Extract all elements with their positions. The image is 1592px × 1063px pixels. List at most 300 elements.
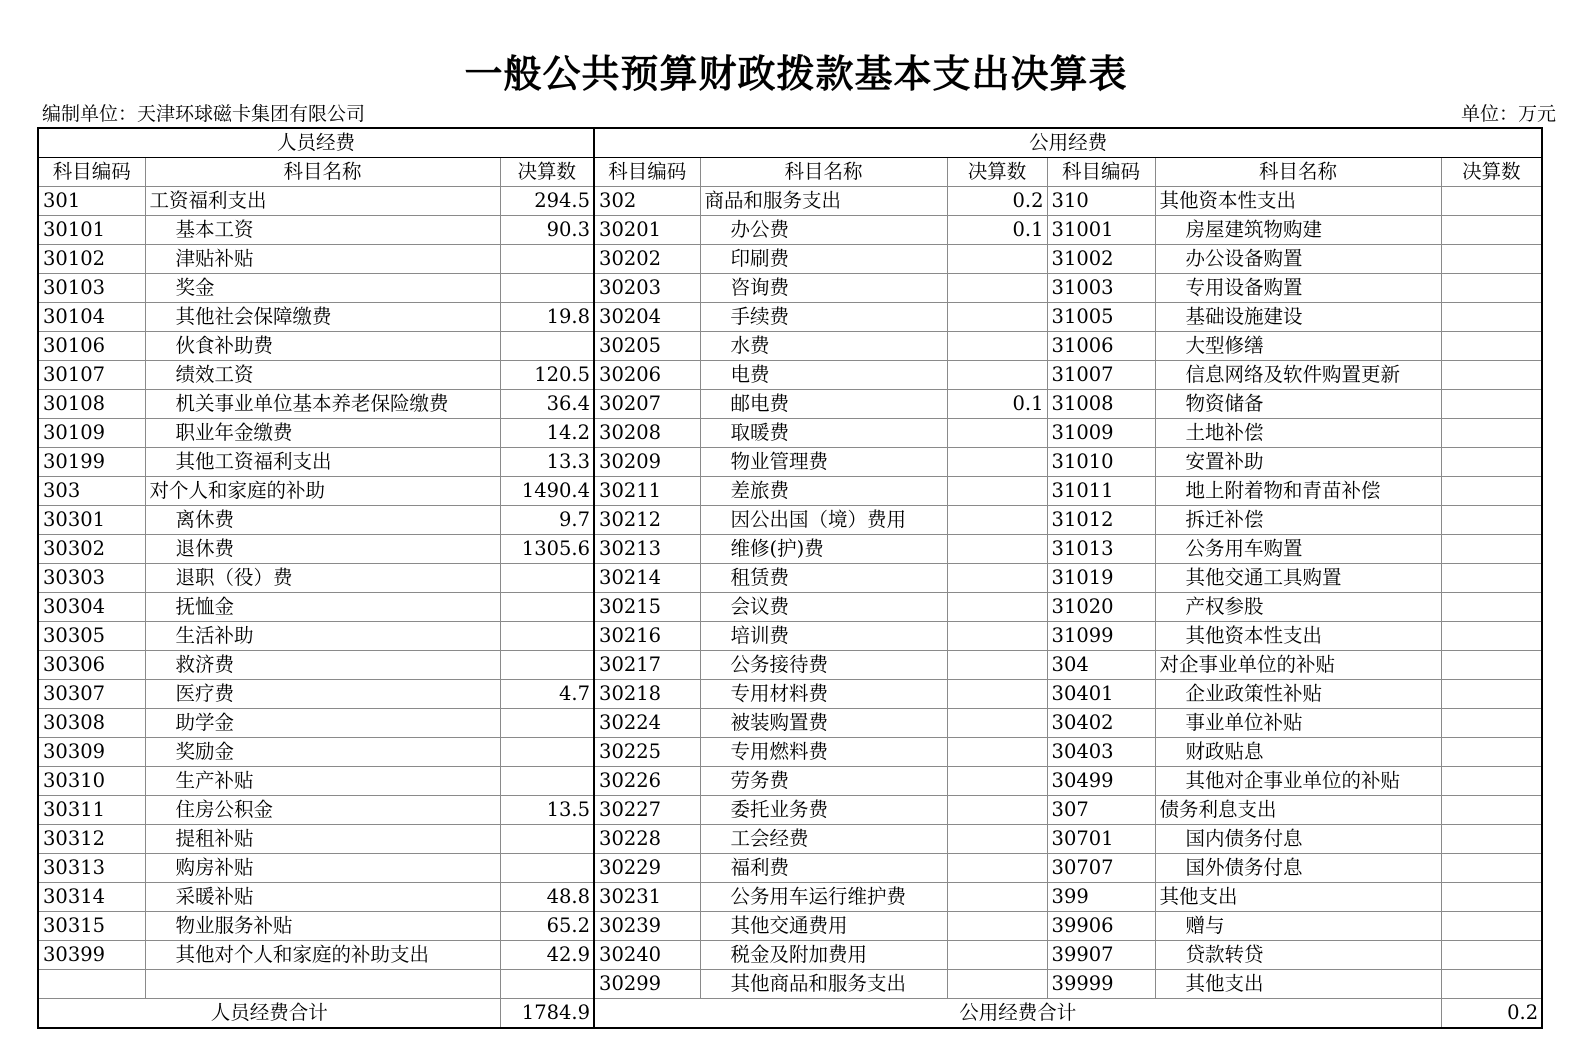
public-b-code-cell: 31019 xyxy=(1047,564,1155,593)
personnel-total-label: 人员经费合计 xyxy=(38,999,500,1029)
public-a-code-cell: 30212 xyxy=(594,506,700,535)
personnel-amount-cell: 14.2 xyxy=(500,419,594,448)
header-code: 科目编码 xyxy=(594,158,700,187)
public-b-code-cell: 31013 xyxy=(1047,535,1155,564)
public-a-amount-cell xyxy=(947,825,1047,854)
personnel-name-cell: 生活补助 xyxy=(145,622,500,651)
public-b-name-cell: 其他对企事业单位的补贴 xyxy=(1155,767,1441,796)
public-a-amount-cell xyxy=(947,245,1047,274)
personnel-code-cell: 30310 xyxy=(38,767,145,796)
public-b-amount-cell xyxy=(1441,970,1542,999)
public-b-amount-cell xyxy=(1441,941,1542,970)
public-b-name-cell: 产权参股 xyxy=(1155,593,1441,622)
public-b-code-cell: 310 xyxy=(1047,187,1155,216)
public-a-amount-cell xyxy=(947,361,1047,390)
public-b-name-cell: 其他交通工具购置 xyxy=(1155,564,1441,593)
personnel-code-cell: 30306 xyxy=(38,651,145,680)
public-b-amount-cell xyxy=(1441,448,1542,477)
public-a-name-cell: 维修(护)费 xyxy=(700,535,947,564)
personnel-name-cell: 对个人和家庭的补助 xyxy=(145,477,500,506)
personnel-name-cell: 提租补贴 xyxy=(145,825,500,854)
public-a-name-cell: 邮电费 xyxy=(700,390,947,419)
public-a-amount-cell xyxy=(947,622,1047,651)
personnel-code-cell: 30313 xyxy=(38,854,145,883)
public-a-amount-cell: 0.2 xyxy=(947,187,1047,216)
public-a-amount-cell xyxy=(947,709,1047,738)
public-b-code-cell: 39999 xyxy=(1047,970,1155,999)
public-a-code-cell: 30215 xyxy=(594,593,700,622)
header-name: 科目名称 xyxy=(700,158,947,187)
table-row xyxy=(38,448,1542,477)
personnel-name-cell: 抚恤金 xyxy=(145,593,500,622)
personnel-code-cell: 30314 xyxy=(38,883,145,912)
table-row xyxy=(38,796,1542,825)
personnel-code-cell: 30102 xyxy=(38,245,145,274)
public-a-code-cell: 30240 xyxy=(594,941,700,970)
expenditure-table xyxy=(37,127,1543,1029)
table-row xyxy=(38,854,1542,883)
public-b-name-cell: 企业政策性补贴 xyxy=(1155,680,1441,709)
public-a-name-cell: 其他商品和服务支出 xyxy=(700,970,947,999)
public-a-amount-cell xyxy=(947,274,1047,303)
public-a-code-cell: 30209 xyxy=(594,448,700,477)
public-b-name-cell: 财政贴息 xyxy=(1155,738,1441,767)
personnel-amount-cell xyxy=(500,564,594,593)
personnel-name-cell: 购房补贴 xyxy=(145,854,500,883)
public-a-code-cell: 30225 xyxy=(594,738,700,767)
public-a-code-cell: 30227 xyxy=(594,796,700,825)
table-row xyxy=(38,216,1542,245)
public-b-name-cell: 大型修缮 xyxy=(1155,332,1441,361)
public-a-amount-cell xyxy=(947,419,1047,448)
public-b-amount-cell xyxy=(1441,651,1542,680)
public-a-amount-cell xyxy=(947,535,1047,564)
public-a-code-cell: 30231 xyxy=(594,883,700,912)
table-body xyxy=(38,187,1542,999)
header-name: 科目名称 xyxy=(1155,158,1441,187)
personnel-amount-cell: 19.8 xyxy=(500,303,594,332)
public-b-amount-cell xyxy=(1441,564,1542,593)
personnel-amount-cell: 65.2 xyxy=(500,912,594,941)
public-a-amount-cell: 0.1 xyxy=(947,216,1047,245)
table-row xyxy=(38,187,1542,216)
personnel-code-cell: 30303 xyxy=(38,564,145,593)
public-a-code-cell: 30218 xyxy=(594,680,700,709)
personnel-code-cell: 303 xyxy=(38,477,145,506)
personnel-code-cell: 301 xyxy=(38,187,145,216)
table-row xyxy=(38,767,1542,796)
public-a-name-cell: 培训费 xyxy=(700,622,947,651)
public-b-code-cell: 30701 xyxy=(1047,825,1155,854)
public-b-code-cell: 39907 xyxy=(1047,941,1155,970)
public-b-name-cell: 信息网络及软件购置更新 xyxy=(1155,361,1441,390)
public-a-name-cell: 租赁费 xyxy=(700,564,947,593)
public-a-code-cell: 30208 xyxy=(594,419,700,448)
public-b-amount-cell xyxy=(1441,825,1542,854)
public-b-name-cell: 土地补偿 xyxy=(1155,419,1441,448)
table-row xyxy=(38,419,1542,448)
personnel-code-cell: 30302 xyxy=(38,535,145,564)
public-b-name-cell: 其他资本性支出 xyxy=(1155,622,1441,651)
personnel-code-cell: 30311 xyxy=(38,796,145,825)
personnel-code-cell: 30305 xyxy=(38,622,145,651)
public-a-code-cell: 30216 xyxy=(594,622,700,651)
personnel-code-cell: 30104 xyxy=(38,303,145,332)
table-row xyxy=(38,245,1542,274)
personnel-amount-cell xyxy=(500,738,594,767)
personnel-code-cell: 30307 xyxy=(38,680,145,709)
public-a-amount-cell xyxy=(947,883,1047,912)
personnel-name-cell: 住房公积金 xyxy=(145,796,500,825)
public-b-name-cell: 赠与 xyxy=(1155,912,1441,941)
public-b-amount-cell xyxy=(1441,506,1542,535)
personnel-name-cell: 其他社会保障缴费 xyxy=(145,303,500,332)
public-a-code-cell: 30299 xyxy=(594,970,700,999)
public-b-amount-cell xyxy=(1441,216,1542,245)
table-row xyxy=(38,941,1542,970)
public-a-name-cell: 其他交通费用 xyxy=(700,912,947,941)
public-a-amount-cell xyxy=(947,680,1047,709)
personnel-amount-cell xyxy=(500,970,594,999)
table-row xyxy=(38,506,1542,535)
table-row xyxy=(38,274,1542,303)
personnel-amount-cell: 13.5 xyxy=(500,796,594,825)
public-b-name-cell: 对企事业单位的补贴 xyxy=(1155,651,1441,680)
table-row xyxy=(38,883,1542,912)
table-row xyxy=(38,593,1542,622)
personnel-name-cell: 伙食补助费 xyxy=(145,332,500,361)
public-a-name-cell: 水费 xyxy=(700,332,947,361)
public-b-name-cell: 其他支出 xyxy=(1155,970,1441,999)
table-row xyxy=(38,477,1542,506)
personnel-amount-cell: 294.5 xyxy=(500,187,594,216)
personnel-name-cell: 机关事业单位基本养老保险缴费 xyxy=(145,390,500,419)
personnel-name-cell: 奖金 xyxy=(145,274,500,303)
public-a-name-cell: 被装购置费 xyxy=(700,709,947,738)
public-a-code-cell: 30224 xyxy=(594,709,700,738)
public-a-code-cell: 30203 xyxy=(594,274,700,303)
table-row xyxy=(38,825,1542,854)
public-b-name-cell: 拆迁补偿 xyxy=(1155,506,1441,535)
public-b-code-cell: 31008 xyxy=(1047,390,1155,419)
public-a-name-cell: 办公费 xyxy=(700,216,947,245)
header-amount: 决算数 xyxy=(1441,158,1542,187)
public-a-code-cell: 30202 xyxy=(594,245,700,274)
public-b-code-cell: 30403 xyxy=(1047,738,1155,767)
personnel-amount-cell xyxy=(500,245,594,274)
personnel-name-cell: 津贴补贴 xyxy=(145,245,500,274)
personnel-name-cell: 采暖补贴 xyxy=(145,883,500,912)
table-row xyxy=(38,564,1542,593)
public-b-amount-cell xyxy=(1441,709,1542,738)
public-a-code-cell: 30213 xyxy=(594,535,700,564)
table-row xyxy=(38,332,1542,361)
public-b-amount-cell xyxy=(1441,361,1542,390)
public-b-amount-cell xyxy=(1441,419,1542,448)
public-b-name-cell: 债务利息支出 xyxy=(1155,796,1441,825)
public-a-amount-cell: 0.1 xyxy=(947,390,1047,419)
personnel-name-cell: 离休费 xyxy=(145,506,500,535)
table-row xyxy=(38,535,1542,564)
table-row xyxy=(38,390,1542,419)
public-b-amount-cell xyxy=(1441,854,1542,883)
public-a-name-cell: 商品和服务支出 xyxy=(700,187,947,216)
public-b-code-cell: 304 xyxy=(1047,651,1155,680)
personnel-amount-cell xyxy=(500,767,594,796)
public-a-name-cell: 电费 xyxy=(700,361,947,390)
personnel-name-cell: 退休费 xyxy=(145,535,500,564)
personnel-code-cell: 30315 xyxy=(38,912,145,941)
reporting-unit: 编制单位：天津环球磁卡集团有限公司 xyxy=(42,103,366,125)
personnel-code-cell: 30101 xyxy=(38,216,145,245)
public-a-name-cell: 会议费 xyxy=(700,593,947,622)
personnel-name-cell: 工资福利支出 xyxy=(145,187,500,216)
public-a-code-cell: 30207 xyxy=(594,390,700,419)
public-a-amount-cell xyxy=(947,767,1047,796)
public-b-name-cell: 其他支出 xyxy=(1155,883,1441,912)
public-a-amount-cell xyxy=(947,477,1047,506)
public-a-name-cell: 专用材料费 xyxy=(700,680,947,709)
public-b-name-cell: 公务用车购置 xyxy=(1155,535,1441,564)
public-a-code-cell: 30201 xyxy=(594,216,700,245)
personnel-name-cell: 医疗费 xyxy=(145,680,500,709)
public-b-name-cell: 事业单位补贴 xyxy=(1155,709,1441,738)
personnel-total-value: 1784.9 xyxy=(500,999,594,1029)
public-a-amount-cell xyxy=(947,738,1047,767)
personnel-name-cell: 基本工资 xyxy=(145,216,500,245)
personnel-amount-cell xyxy=(500,274,594,303)
personnel-code-cell: 30312 xyxy=(38,825,145,854)
public-a-name-cell: 差旅费 xyxy=(700,477,947,506)
personnel-amount-cell: 1305.6 xyxy=(500,535,594,564)
public-a-amount-cell xyxy=(947,448,1047,477)
public-b-code-cell: 31020 xyxy=(1047,593,1155,622)
personnel-name-cell: 物业服务补贴 xyxy=(145,912,500,941)
public-b-amount-cell xyxy=(1441,883,1542,912)
public-b-name-cell: 贷款转贷 xyxy=(1155,941,1441,970)
public-b-amount-cell xyxy=(1441,593,1542,622)
personnel-amount-cell: 48.8 xyxy=(500,883,594,912)
personnel-code-cell: 30309 xyxy=(38,738,145,767)
header-code: 科目编码 xyxy=(38,158,145,187)
public-a-name-cell: 公务接待费 xyxy=(700,651,947,680)
personnel-amount-cell xyxy=(500,651,594,680)
public-b-code-cell: 31011 xyxy=(1047,477,1155,506)
public-b-amount-cell xyxy=(1441,767,1542,796)
public-b-name-cell: 基础设施建设 xyxy=(1155,303,1441,332)
table-row xyxy=(38,912,1542,941)
public-a-name-cell: 公务用车运行维护费 xyxy=(700,883,947,912)
public-a-amount-cell xyxy=(947,941,1047,970)
public-a-amount-cell xyxy=(947,970,1047,999)
public-a-name-cell: 税金及附加费用 xyxy=(700,941,947,970)
public-b-code-cell: 31001 xyxy=(1047,216,1155,245)
personnel-amount-cell: 90.3 xyxy=(500,216,594,245)
header-amount: 决算数 xyxy=(947,158,1047,187)
personnel-code-cell: 30103 xyxy=(38,274,145,303)
public-b-code-cell: 31005 xyxy=(1047,303,1155,332)
public-a-name-cell: 物业管理费 xyxy=(700,448,947,477)
public-a-code-cell: 30239 xyxy=(594,912,700,941)
table-row xyxy=(38,709,1542,738)
public-b-amount-cell xyxy=(1441,738,1542,767)
personnel-name-cell: 救济费 xyxy=(145,651,500,680)
public-b-amount-cell xyxy=(1441,680,1542,709)
personnel-name-cell: 退职（役）费 xyxy=(145,564,500,593)
public-total-value: 0.2 xyxy=(1441,999,1542,1029)
public-b-name-cell: 安置补助 xyxy=(1155,448,1441,477)
table-row xyxy=(38,361,1542,390)
column-header-row xyxy=(38,158,1542,187)
header-code: 科目编码 xyxy=(1047,158,1155,187)
public-a-amount-cell xyxy=(947,593,1047,622)
public-a-code-cell: 30205 xyxy=(594,332,700,361)
public-b-name-cell: 国内债务付息 xyxy=(1155,825,1441,854)
public-a-name-cell: 福利费 xyxy=(700,854,947,883)
public-a-name-cell: 劳务费 xyxy=(700,767,947,796)
group-public: 公用经费 xyxy=(594,128,1542,158)
public-b-amount-cell xyxy=(1441,274,1542,303)
public-a-name-cell: 因公出国（境）费用 xyxy=(700,506,947,535)
personnel-amount-cell xyxy=(500,825,594,854)
public-b-amount-cell xyxy=(1441,477,1542,506)
personnel-amount-cell: 13.3 xyxy=(500,448,594,477)
totals-row xyxy=(38,999,1542,1029)
public-a-code-cell: 30229 xyxy=(594,854,700,883)
personnel-amount-cell: 36.4 xyxy=(500,390,594,419)
personnel-code-cell: 30199 xyxy=(38,448,145,477)
public-b-amount-cell xyxy=(1441,332,1542,361)
public-b-code-cell: 39906 xyxy=(1047,912,1155,941)
personnel-code-cell: 30304 xyxy=(38,593,145,622)
header-name: 科目名称 xyxy=(145,158,500,187)
header-amount: 决算数 xyxy=(500,158,594,187)
public-b-code-cell: 30401 xyxy=(1047,680,1155,709)
public-b-code-cell: 31003 xyxy=(1047,274,1155,303)
personnel-name-cell: 奖励金 xyxy=(145,738,500,767)
public-b-code-cell: 30707 xyxy=(1047,854,1155,883)
personnel-code-cell: 30399 xyxy=(38,941,145,970)
public-a-name-cell: 手续费 xyxy=(700,303,947,332)
public-b-code-cell: 31006 xyxy=(1047,332,1155,361)
currency-unit: 单位：万元 xyxy=(1460,103,1556,125)
public-b-name-cell: 国外债务付息 xyxy=(1155,854,1441,883)
table-row xyxy=(38,970,1542,999)
public-b-amount-cell xyxy=(1441,390,1542,419)
personnel-amount-cell xyxy=(500,709,594,738)
public-a-code-cell: 30226 xyxy=(594,767,700,796)
personnel-amount-cell xyxy=(500,854,594,883)
public-b-name-cell: 物资储备 xyxy=(1155,390,1441,419)
personnel-code-cell xyxy=(38,970,145,999)
personnel-name-cell: 职业年金缴费 xyxy=(145,419,500,448)
public-a-name-cell: 印刷费 xyxy=(700,245,947,274)
public-b-amount-cell xyxy=(1441,303,1542,332)
table-row xyxy=(38,622,1542,651)
public-a-code-cell: 30206 xyxy=(594,361,700,390)
personnel-code-cell: 30109 xyxy=(38,419,145,448)
personnel-amount-cell xyxy=(500,622,594,651)
page-title: 一般公共预算财政拨款基本支出决算表 xyxy=(464,52,1128,96)
public-b-name-cell: 办公设备购置 xyxy=(1155,245,1441,274)
public-a-name-cell: 取暖费 xyxy=(700,419,947,448)
public-a-code-cell: 30214 xyxy=(594,564,700,593)
public-a-amount-cell xyxy=(947,332,1047,361)
table-row xyxy=(38,738,1542,767)
public-a-amount-cell xyxy=(947,854,1047,883)
personnel-amount-cell: 42.9 xyxy=(500,941,594,970)
personnel-amount-cell: 9.7 xyxy=(500,506,594,535)
public-a-code-cell: 30204 xyxy=(594,303,700,332)
public-a-amount-cell xyxy=(947,651,1047,680)
public-a-amount-cell xyxy=(947,796,1047,825)
public-b-name-cell: 房屋建筑物购建 xyxy=(1155,216,1441,245)
public-b-code-cell: 31012 xyxy=(1047,506,1155,535)
public-a-amount-cell xyxy=(947,303,1047,332)
public-b-name-cell: 地上附着物和青苗补偿 xyxy=(1155,477,1441,506)
table-row xyxy=(38,680,1542,709)
public-a-name-cell: 委托业务费 xyxy=(700,796,947,825)
public-a-code-cell: 30211 xyxy=(594,477,700,506)
public-b-amount-cell xyxy=(1441,245,1542,274)
personnel-amount-cell xyxy=(500,593,594,622)
public-b-amount-cell xyxy=(1441,912,1542,941)
personnel-name-cell xyxy=(145,970,500,999)
public-b-code-cell: 31010 xyxy=(1047,448,1155,477)
public-a-code-cell: 30217 xyxy=(594,651,700,680)
personnel-code-cell: 30107 xyxy=(38,361,145,390)
personnel-code-cell: 30108 xyxy=(38,390,145,419)
public-a-amount-cell xyxy=(947,564,1047,593)
personnel-amount-cell xyxy=(500,332,594,361)
personnel-amount-cell: 1490.4 xyxy=(500,477,594,506)
public-b-code-cell: 31009 xyxy=(1047,419,1155,448)
table-row xyxy=(38,303,1542,332)
personnel-amount-cell: 4.7 xyxy=(500,680,594,709)
public-b-code-cell: 31002 xyxy=(1047,245,1155,274)
personnel-name-cell: 其他对个人和家庭的补助支出 xyxy=(145,941,500,970)
public-b-code-cell: 31099 xyxy=(1047,622,1155,651)
public-b-code-cell: 399 xyxy=(1047,883,1155,912)
personnel-amount-cell: 120.5 xyxy=(500,361,594,390)
table-row xyxy=(38,651,1542,680)
public-a-name-cell: 咨询费 xyxy=(700,274,947,303)
public-b-amount-cell xyxy=(1441,187,1542,216)
public-b-amount-cell xyxy=(1441,622,1542,651)
personnel-name-cell: 助学金 xyxy=(145,709,500,738)
personnel-code-cell: 30308 xyxy=(38,709,145,738)
public-b-amount-cell xyxy=(1441,796,1542,825)
personnel-code-cell: 30301 xyxy=(38,506,145,535)
public-a-name-cell: 工会经费 xyxy=(700,825,947,854)
personnel-name-cell: 其他工资福利支出 xyxy=(145,448,500,477)
personnel-name-cell: 生产补贴 xyxy=(145,767,500,796)
personnel-name-cell: 绩效工资 xyxy=(145,361,500,390)
personnel-code-cell: 30106 xyxy=(38,332,145,361)
public-a-name-cell: 专用燃料费 xyxy=(700,738,947,767)
public-b-code-cell: 30402 xyxy=(1047,709,1155,738)
public-a-amount-cell xyxy=(947,506,1047,535)
public-a-code-cell: 30228 xyxy=(594,825,700,854)
public-a-code-cell: 302 xyxy=(594,187,700,216)
public-b-name-cell: 专用设备购置 xyxy=(1155,274,1441,303)
public-a-amount-cell xyxy=(947,912,1047,941)
public-b-amount-cell xyxy=(1441,535,1542,564)
public-b-code-cell: 307 xyxy=(1047,796,1155,825)
group-personnel: 人员经费 xyxy=(38,128,594,158)
public-b-name-cell: 其他资本性支出 xyxy=(1155,187,1441,216)
public-b-code-cell: 31007 xyxy=(1047,361,1155,390)
